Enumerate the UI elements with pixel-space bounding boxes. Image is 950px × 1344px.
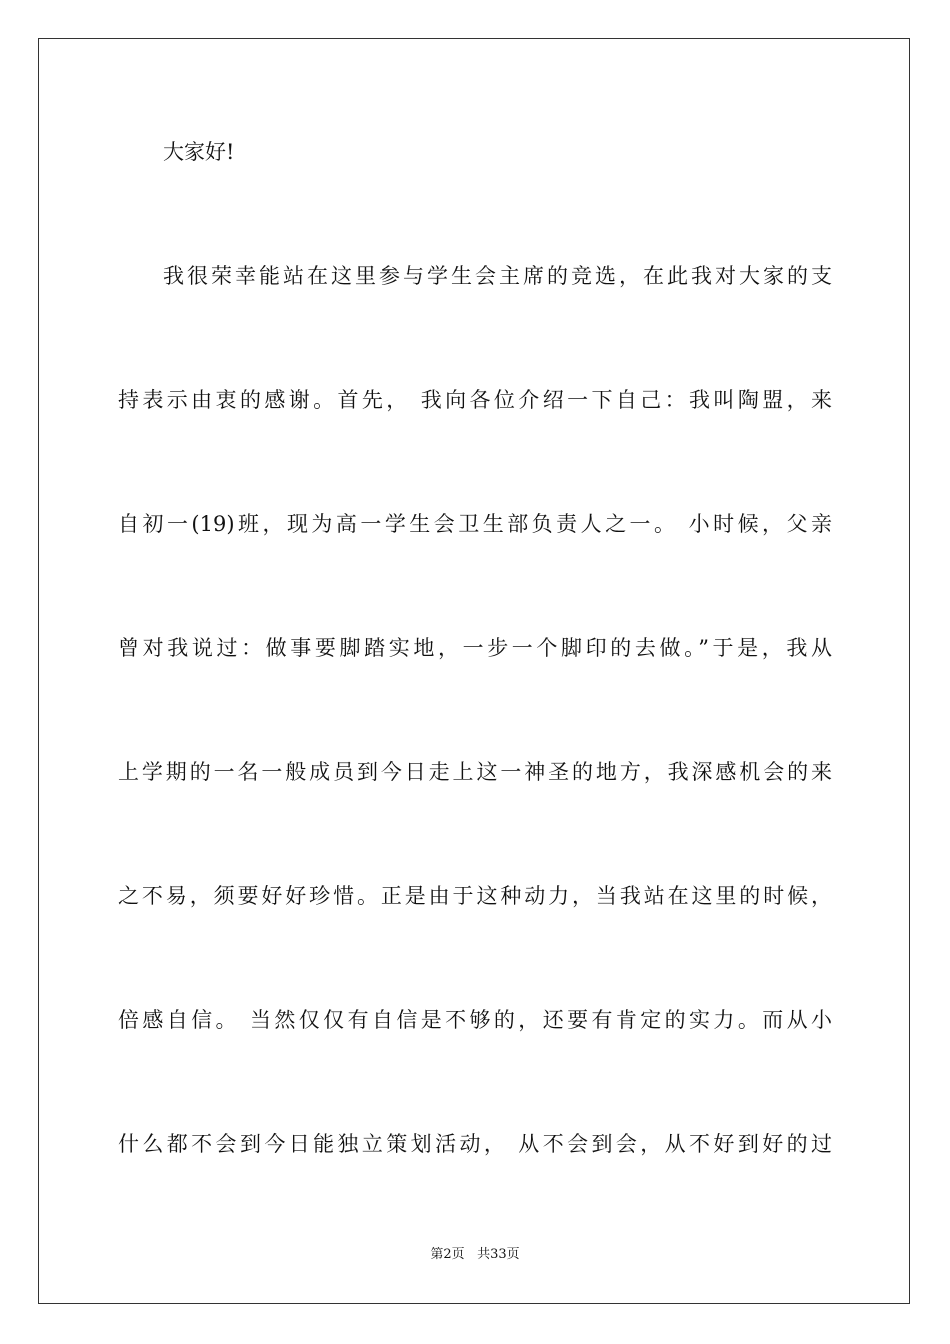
page-footer xyxy=(0,1246,950,1264)
paragraph-line-3: 自初一(19)班，现为高一学生会卫生部负责人之一。 小时候，父亲 xyxy=(118,512,832,536)
paragraph-line-8: 什么都不会到今日能独立策划活动， 从不会到会，从不好到好的过 xyxy=(118,1132,832,1156)
paragraph-line-1: 我很荣幸能站在这里参与学生会主席的竞选，在此我对大家的支 xyxy=(163,264,832,288)
paragraph-line-6: 之不易，须要好好珍惜。正是由于这种动力，当我站在这里的时候， xyxy=(118,884,832,908)
paragraph-line-7: 倍感自信。 当然仅仅有自信是不够的，还要有肯定的实力。而从小 xyxy=(118,1008,832,1032)
paragraph-line-5: 上学期的一名一般成员到今日走上这一神圣的地方，我深感机会的来 xyxy=(118,760,832,784)
page-total: 共33页 xyxy=(477,1247,520,1262)
page-number: 第2页 xyxy=(430,1247,465,1262)
greeting-line: 大家好! xyxy=(163,140,235,164)
paragraph-line-2: 持表示由衷的感谢。首先， 我向各位介绍一下自己：我叫陶盟，来 xyxy=(118,388,832,412)
page-frame xyxy=(38,38,910,1304)
paragraph-line-4: 曾对我说过：做事要脚踏实地，一步一个脚印的去做。”于是，我从 xyxy=(118,636,832,660)
